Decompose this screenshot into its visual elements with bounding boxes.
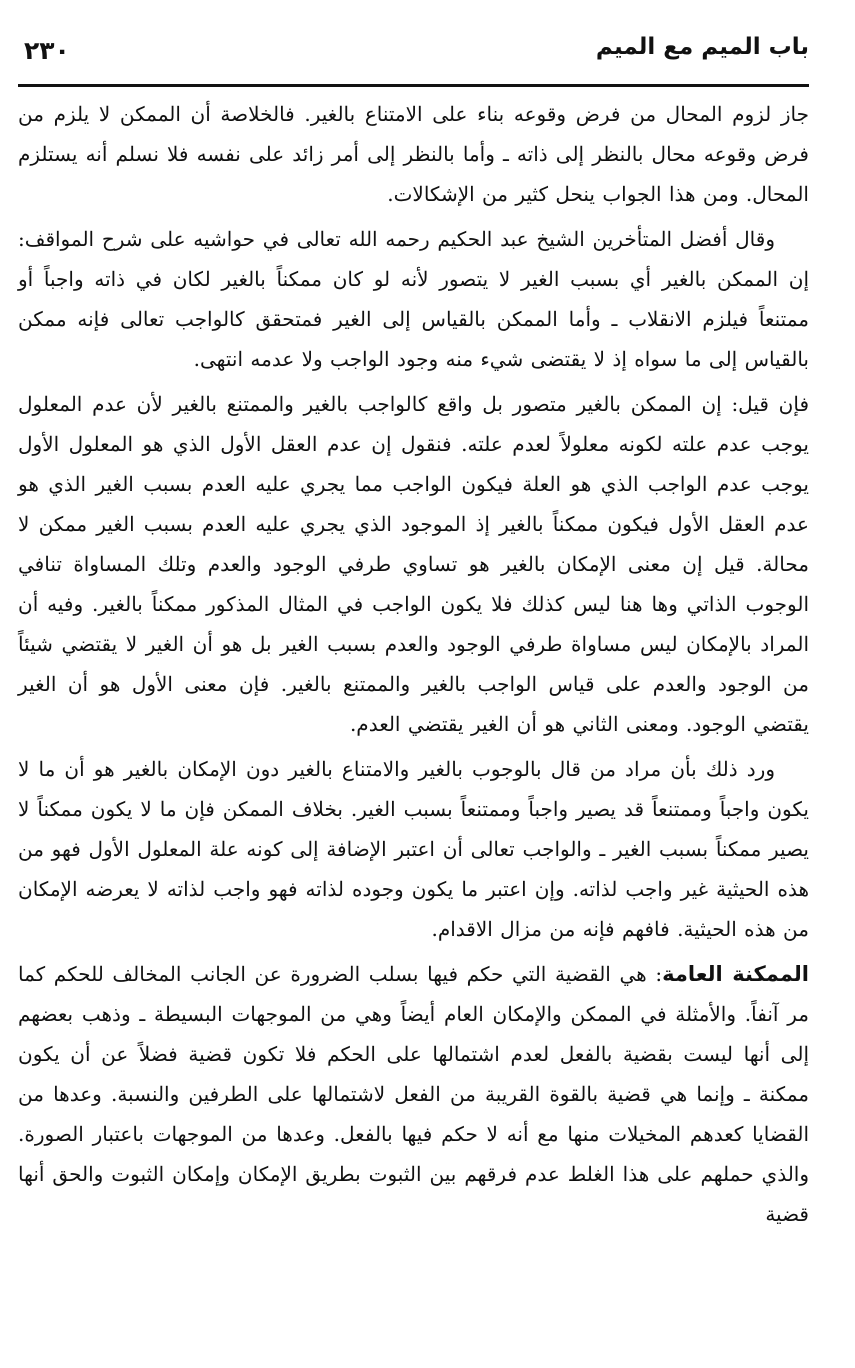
paragraph-text: وقال أفضل المتأخرين الشيخ عبد الحكيم رحمه الله تعالى في حواشيه على شرح المواقف: إن الممكن بالغير أي بسبب الغير لا يتصور لأنه لو كان ممكناً بالغير لكان في ذاته واجباً أو ممتنعاً فيلزم الانقلاب ـ وأما الممكن بالقياس إلى الغير فمتحقق كالواجب تعالى فإنه ممكن بالقياس إلى ما سواه إذ لا يقتضى شيء منه وجود الواجب ولا عدمه انتهى. bbox=[18, 227, 809, 371]
paragraph-objection bbox=[18, 384, 809, 744]
paragraph-text: ورد ذلك بأن مراد من قال بالوجوب بالغير والامتناع بالغير دون الإمكان بالغير هو أن ما لا يكون واجباً وممتنعاً قد يصير واجباً وممتنعاً بسبب الغير. بخلاف الممكن فإن ما لا يكون ممكناً لا يصير ممكناً بسبب الغير ـ والواجب تعالى أن اعتبر الإضافة إلى كونه علة المعلول الأول فهو من هذه الحيثية غير واجب لذاته. وإن اعتبر ما يكون وجوده لذاته فهو واجب لذاته لا يعرضه الإمكان من هذه الحيثية. فافهم فإنه من مزال الاقدام. bbox=[18, 757, 809, 941]
running-title: باب الميم مع الميم bbox=[595, 34, 809, 60]
paragraph-abdul-hakim-quote bbox=[18, 219, 809, 379]
header-rule bbox=[18, 84, 809, 87]
paragraph-text: فإن قيل: إن الممكن بالغير متصور بل واقع كالواجب بالغير والممتنع بالغير لأن عدم المعلول يوجب عدم علته لكونه معلولاً لعدم علته. فنقول إن عدم العقل الأول الذي هو المعلول الأول يوجب عدم الواجب الذي هو العلة فيكون الواجب مما يجري عليه العدم بسبب الغير الذي هو عدم العقل الأول فيكون ممكناً بالغير إذ الموجود الذي يجري عليه العدم بسبب الغير ممكن لا محالة. قيل إن معنى الإمكان بالغير هو تساوي طرفي الوجود والعدم وتلك المساواة تنافي الوجوب الذاتي وها هنا ليس كذلك فلا يكون الواجب في المثال المذكور ممكناً بالغير. وفيه أن المراد بالإمكان ليس مساواة طرفي الوجود والعدم بسبب الغير بل هو أن الغير لا يقتضي شيئاً من الوجود والعدم على قياس الواجب بالغير والممتنع بالغير. فإن معنى الأول هو أن الغير يقتضي الوجود. ومعنى الثاني هو أن الغير يقتضي العدم. bbox=[18, 392, 810, 736]
page-number: ٢٣٠ bbox=[24, 36, 70, 65]
paragraph-text: جاز لزوم المحال من فرض وقوعه بناء على الامتناع بالغير. فالخلاصة أن الممكن لا يلزم من فرض وقوعه محال بالنظر إلى ذاته ـ وأما بالنظر إلى أمر زائد على نفسه فلا نسلم أنه يستلزم المحال. ومن هذا الجواب ينحل كثير من الإشكالات. bbox=[18, 102, 809, 206]
definition-term: الممكنة العامة bbox=[662, 962, 810, 986]
definition-text: : هي القضية التي حكم فيها بسلب الضرورة عن الجانب المخالف للحكم كما مر آنفاً. والأمثلة في الممكن والإمكان العام أيضاً وهي من الموجهات البسيطة ـ وذهب بعضهم إلى أنها ليست بقضية بالفعل لعدم اشتمالها على الحكم فلا تكون قضية فضلاً عن أن يكون ممكنة ـ وإنما هي قضية بالقوة القريبة من الفعل لاشتمالها على الطرفين والنسبة. وعدها من القضايا كعدهم المخيلات منها مع أنه لا حكم فيها بالفعل. وعدها من الموجهات باعتبار الصورة. والذي حملهم على هذا الغلط عدم فرقهم بين الثبوت بطريق الإمكان وإمكان الثبوت والحق أنها قضية bbox=[18, 962, 810, 1226]
paragraph-general-possible-proposition bbox=[18, 954, 809, 1234]
page-body bbox=[18, 94, 809, 1348]
page-header bbox=[18, 28, 809, 82]
paragraph-continuation bbox=[18, 94, 809, 214]
paragraph-rebuttal bbox=[18, 749, 809, 949]
